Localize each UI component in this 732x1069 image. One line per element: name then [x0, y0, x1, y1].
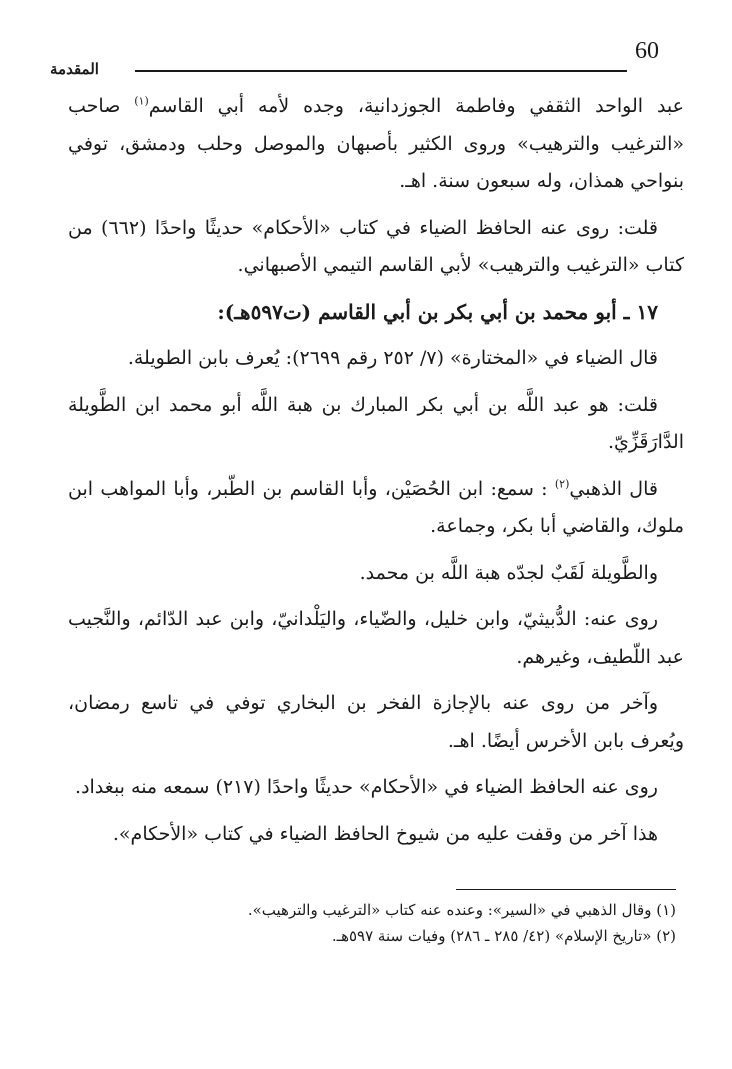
footnote-ref[interactable]: (٢): [554, 477, 570, 491]
paragraph: [68, 88, 684, 201]
paragraph: روى عنه: الدُّبيثيّ، وابن خليل، والضّياء، واليَلْدانيّ، وابن عبد الدّائم، والنَّجيب عبد اللّطيف، وغيرهم.: [68, 608, 684, 668]
paragraph: روى عنه الحافظ الضياء في «الأحكام» حديثًا واحدًا (٢١٧) سمعه منه ببغداد.: [75, 776, 658, 798]
footnotes: [150, 897, 676, 949]
paragraph-text: صاحب «الترغيب والترهيب» وروى الكثير بأصبهان والموصل وحلب ودمشق، توفي بنواحي همذان، وله سبعون سنة. اهـ.: [68, 95, 684, 192]
running-head: المقدمة: [50, 60, 99, 78]
footnote-ref[interactable]: (١): [134, 94, 149, 108]
paragraph: وآخر من روى عنه بالإجازة الفخر بن البخاري توفي في تاسع رمضان، ويُعرف بابن الأخرس أيضًا. اهـ.: [68, 692, 684, 752]
footnote: (١) وقال الذهبي في «السير»: وعنده عنه كتاب «الترغيب والترهيب».: [247, 901, 676, 919]
page-number: 60: [635, 38, 659, 64]
footnote-rule: [456, 889, 676, 890]
paragraph: والطَّويلة لَقَبٌ لجدّه هبة اللَّه بن محمد.: [359, 561, 658, 584]
header-rule: [135, 70, 627, 72]
footnote: (٢) «تاريخ الإسلام» (٤٢/ ٢٨٥ ـ ٢٨٦) وفيات سنة ٥٩٧هـ.: [331, 927, 676, 945]
paragraph: قلت: هو عبد اللَّه بن أبي بكر المبارك بن هبة اللَّه أبو محمد ابن الطَّويلة الدَّارَقَزِّيّ.: [68, 393, 684, 453]
paragraph-text: عبد الواحد الثقفي وفاطمة الجوزدانية، وجده لأمه أبي القاسم: [148, 95, 684, 117]
paragraph: [68, 471, 684, 546]
paragraph-text: قال الذهبي: [569, 477, 658, 500]
paragraph: هذا آخر من وقفت عليه من شيوخ الحافظ الضياء في كتاب «الأحكام».: [112, 822, 658, 845]
paragraph: قلت: روى عنه الحافظ الضياء في كتاب «الأحكام» حديثًا واحدًا (٦٦٢) من كتاب «الترغيب والترهيب» لأبي القاسم التيمي الأصبهاني.: [68, 216, 684, 276]
entry-heading: ١٧ ـ أبو محمد بن أبي بكر بن أبي القاسم (ت٥٩٧هـ):: [217, 299, 658, 324]
paragraph: قال الضياء في «المختارة» (٧/ ٢٥٢ رقم ٢٦٩٩): يُعرف بابن الطويلة.: [127, 347, 658, 369]
main-text: [68, 88, 684, 862]
paragraph-text: : سمع: ابن الحُصَيْن، وأبا القاسم بن الطّبر، وأبا المواهب ابن ملوك، والقاضي أبا بكر، وجماعة.: [68, 477, 684, 537]
